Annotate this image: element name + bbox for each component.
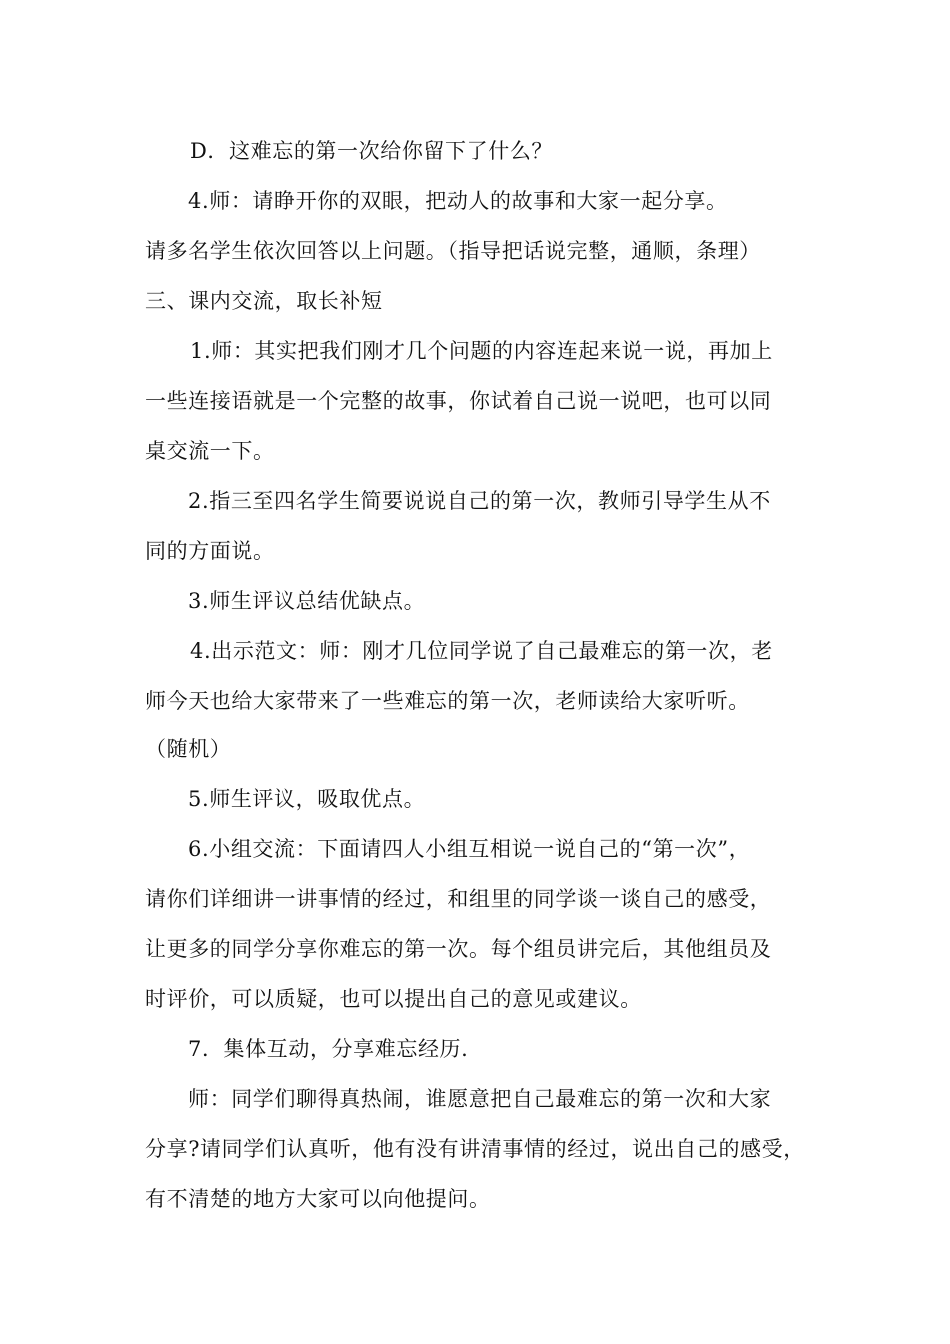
text-line: 4.出示范文：师：刚才几位同学说了自己最难忘的第一次，老	[190, 639, 773, 663]
text-line: 3.师生评议总结优缺点。	[188, 589, 426, 613]
text-line: D．这难忘的第一次给你留下了什么？	[190, 139, 554, 163]
text-line: 同的方面说。	[145, 539, 275, 563]
text-line: 分享?请同学们认真听，他有没有讲清事情的经过，说出自己的感受，	[145, 1137, 805, 1161]
text-line: 7．集体互动，分享难忘经历.	[188, 1037, 469, 1061]
text-line: 让更多的同学分享你难忘的第一次。每个组员讲完后，其他组员及	[145, 937, 772, 961]
text-line: 师：同学们聊得真热闹，谁愿意把自己最难忘的第一次和大家	[188, 1087, 772, 1111]
section-heading: 三、课内交流，取长补短	[145, 289, 383, 313]
text-line: 6.小组交流：下面请四人小组互相说一说自己的“第一次”，	[188, 837, 751, 861]
text-line: 5.师生评议，吸取优点。	[188, 787, 426, 811]
text-line: 2.指三至四名学生简要说说自己的第一次，教师引导学生从不	[188, 489, 771, 513]
text-line: 桌交流一下。	[145, 439, 275, 463]
text-line: 师今天也给大家带来了一些难忘的第一次，老师读给大家听听。	[145, 689, 750, 713]
text-line: 1.师：其实把我们刚才几个问题的内容连起来说一说，再加上	[190, 339, 773, 363]
text-line: 请多名学生依次回答以上问题。（指导把话说完整，通顺，条理）	[145, 239, 761, 263]
text-line: 4.师：请睁开你的双眼，把动人的故事和大家一起分享。	[188, 189, 728, 213]
text-line: 有不清楚的地方大家可以向他提问。	[145, 1187, 491, 1211]
text-line: （随机）	[145, 737, 232, 761]
text-line: 请你们详细讲一讲事情的经过，和组里的同学谈一谈自己的感受，	[145, 887, 772, 911]
text-line: 一些连接语就是一个完整的故事，你试着自己说一说吧，也可以同	[145, 389, 772, 413]
text-line: 时评价，可以质疑，也可以提出自己的意见或建议。	[145, 987, 642, 1011]
